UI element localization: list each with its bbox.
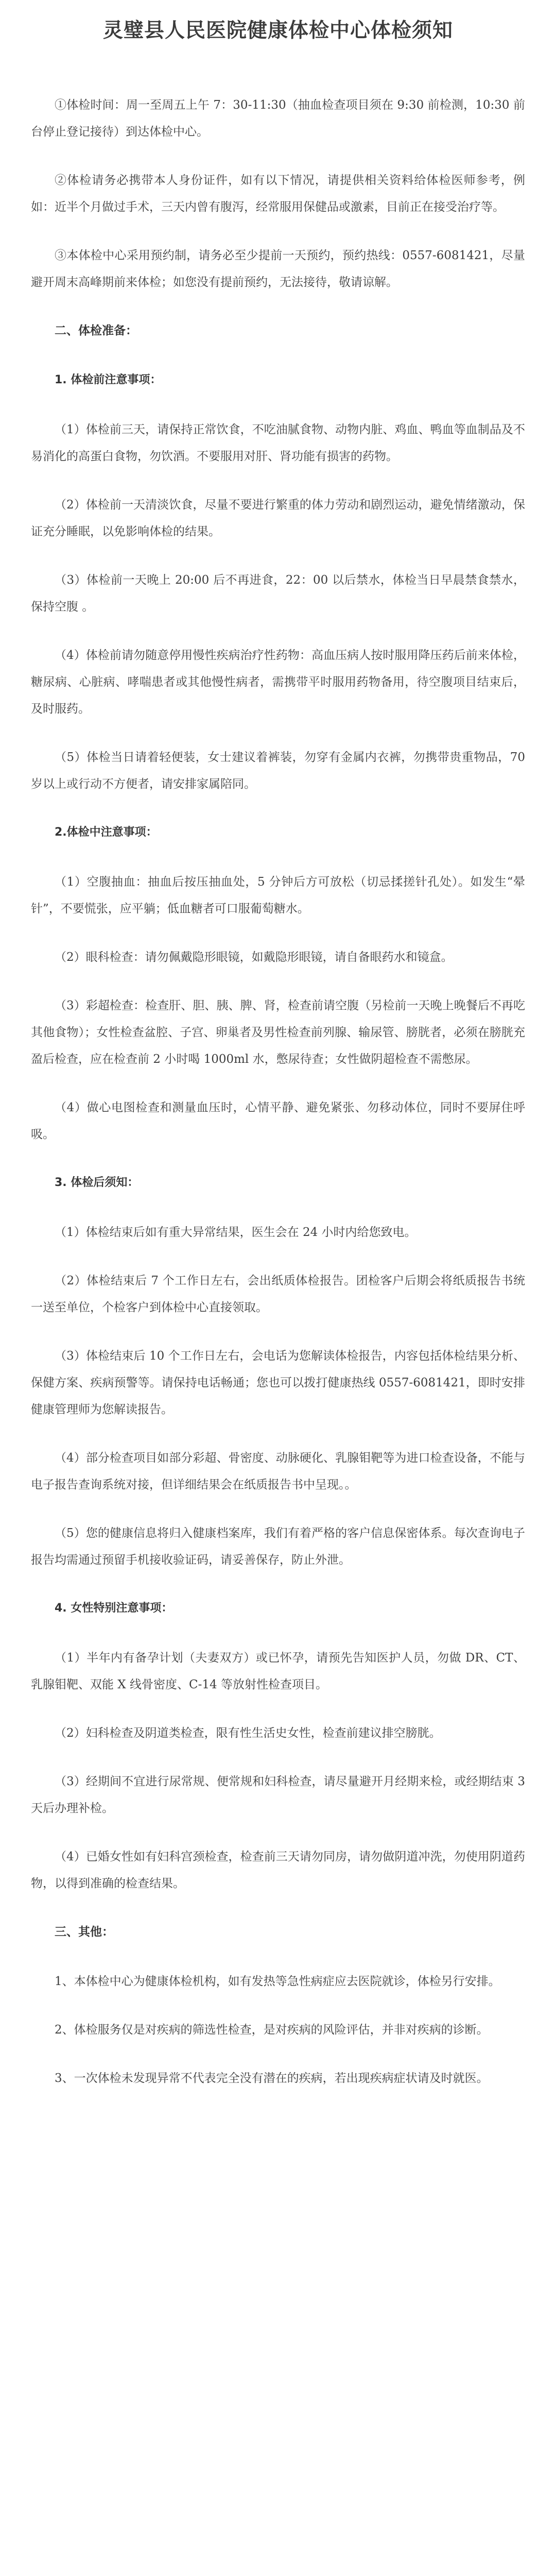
page-title: 灵璧县人民医院健康体检中心体检须知 xyxy=(102,19,453,42)
list-item: （2）眼科检查：请勿佩戴隐形眼镜，如戴隐形眼镜，请自备眼药水和镜盒。 xyxy=(55,951,453,964)
subsection-heading: 3. 体检后须知： xyxy=(55,1176,139,1189)
list-item: （1）空腹抽血：抽血后按压抽血处，5 分钟后方可放松（切忌揉搓针孔处）。如发生“晕针”，不要慌张，应平躺；低血糖者可口服葡萄糖水。 xyxy=(31,875,525,916)
intro-paragraph: ①体检时间：周一至周五上午 7：30-11:30（抽血检查项目须在 9:30 前检测，10:30 前台停止登记接待）到达体检中心。 xyxy=(31,98,525,139)
list-item: （3）彩超检查：检查肝、胆、胰、脾、肾，检查前请空腹（另检前一天晚上晚餐后不再吃其他食物）；女性检查盆腔、子宫、卵巢者及男性检查前列腺、输尿管、膀胱者，必须在膀胱充盈后检查，应在检查前 2 小时喝 1000ml 水，憋尿待查；女性做阴超检查不需憋尿。 xyxy=(31,999,525,1066)
section-heading: 三、其他： xyxy=(55,1925,114,1939)
intro-paragraph: ②体检请务必携带本人身份证件，如有以下情况，请提供相关资料给体检医师参考，例如：近半个月做过手术，三天内曾有腹泻，经常服用保健品或激素，目前正在接受治疗等。 xyxy=(31,174,525,214)
list-item: （4）部分检查项目如部分彩超、骨密度、动脉硬化、乳腺钼靶等为进口检查设备，不能与电子报告查询系统对接，但详细结果会在纸质报告书中呈现。。 xyxy=(31,1451,525,1492)
list-item: （5）您的健康信息将归入健康档案库，我们有着严格的客户信息保密体系。每次查询电子报告均需通过预留手机接收验证码，请妥善保存，防止外泄。 xyxy=(31,1527,525,1567)
intro-paragraph: ③本体检中心采用预约制，请务必至少提前一天预约，预约热线：0557-6081421，尽量避开周末高峰期前来体检；如您没有提前预约，无法接待，敬请谅解。 xyxy=(31,249,525,289)
list-item: （4）已婚女性如有妇科宫颈检查，检查前三天请勿同房，请勿做阴道冲洗，勿使用阴道药物，以得到准确的检查结果。 xyxy=(31,1850,525,1890)
list-item: 3、一次体检未发现异常不代表完全没有潜在的疾病，若出现疾病症状请及时就医。 xyxy=(55,2072,489,2085)
list-item: （1）体检结束后如有重大异常结果，医生会在 24 小时内给您致电。 xyxy=(55,1226,416,1239)
list-item: （4）体检前请勿随意停用慢性疾病治疗性药物：高血压病人按时服用降压药后前来体检，糖尿病、心脏病、哮喘患者或其他慢性病者，需携带平时服用药物备用，待空腹项目结束后，及时服药。 xyxy=(31,649,525,716)
subsection-heading: 2.体检中注意事项： xyxy=(55,826,158,839)
list-item: （2）体检前一天清淡饮食，尽量不要进行繁重的体力劳动和剧烈运动，避免情绪激动，保证充分睡眠，以免影响体检的结果。 xyxy=(31,498,525,538)
list-item: 2、体检服务仅是对疾病的筛选性检查，是对疾病的风险评估，并非对疾病的诊断。 xyxy=(55,2023,489,2037)
notice-content xyxy=(31,92,525,2092)
list-item: （2）妇科检查及阴道类检查，限有性生活史女性，检查前建议排空膀胱。 xyxy=(55,1726,441,1740)
list-item: （1）半年内有备孕计划（夫妻双方）或已怀孕，请预先告知医护人员，勿做 DR、CT、乳腺钼靶、双能 X 线骨密度、C-14 等放射性检查项目。 xyxy=(31,1651,525,1691)
list-item: 1、本体检中心为健康体检机构，如有发热等急性病症应去医院就诊，体检另行安排。 xyxy=(55,1975,500,1988)
list-item: （3）经期间不宜进行尿常规、便常规和妇科检查，请尽量避开月经期来检，或经期结束 3 天后办理补检。 xyxy=(31,1775,525,1815)
list-item: （3）体检结束后 10 个工作日左右，会电话为您解读体检报告，内容包括体检结果分析、保健方案、疾病预警等。请保持电话畅通；您也可以拨打健康热线 0557-6081421，即时安排健康管理师为您解读报告。 xyxy=(31,1349,525,1416)
subsection-heading: 1. 体检前注意事项： xyxy=(55,374,162,386)
list-item: （3）体检前一天晚上 20:00 后不再进食，22：00 以后禁水，体检当日早晨禁食禁水，保持空腹 。 xyxy=(31,573,525,614)
subsection-heading: 4. 女性特别注意事项： xyxy=(55,1602,173,1615)
list-item: （2）体检结束后 7 个工作日左右，会出纸质体检报告。团检客户后期会将纸质报告书统一送至单位，个检客户到体检中心直接领取。 xyxy=(31,1274,525,1314)
list-item: （4）做心电图检查和测量血压时，心情平静、避免紧张、勿移动体位，同时不要屏住呼吸。 xyxy=(31,1101,525,1141)
list-item: （5）体检当日请着轻便装，女士建议着裤装，勿穿有金属内衣裤，勿携带贵重物品，70 岁以上或行动不方便者，请安排家属陪同。 xyxy=(31,751,525,791)
list-item: （1）体检前三天，请保持正常饮食，不吃油腻食物、动物内脏、鸡血、鸭血等血制品及不易消化的高蛋白食物，勿饮酒。不要服用对肝、肾功能有损害的药物。 xyxy=(31,423,525,463)
section-heading: 二、体检准备： xyxy=(55,324,137,337)
